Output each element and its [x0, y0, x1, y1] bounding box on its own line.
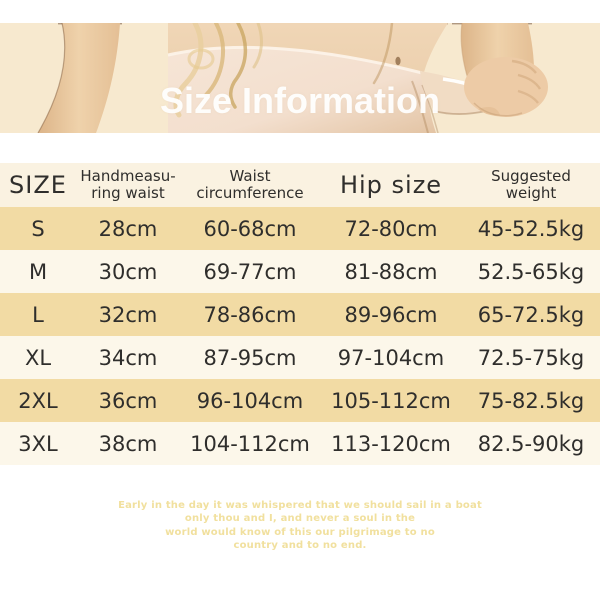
table-cell-hip: 81-88cm [344, 259, 438, 284]
header-label-line: Handmeasu- [80, 167, 176, 185]
table-cell-weight: 65-72.5kg [477, 302, 585, 327]
table-cell-hip: 97-104cm [337, 345, 445, 370]
table-cell-weight: 45-52.5kg [477, 216, 585, 241]
hero-title: Size Information [159, 80, 441, 121]
quote-line: world would know of this our pilgrimage to no [165, 526, 435, 538]
hero-photo [0, 23, 600, 133]
table-cell-size: 2XL [18, 388, 58, 413]
quote-line: only thou and I, and never a soul in the [184, 513, 416, 525]
table-row-3xl [0, 422, 600, 465]
table-cell-size: 3XL [18, 431, 58, 456]
table-cell-circumference: 60-68cm [203, 216, 297, 241]
table-cell-hip: 113-120cm [331, 431, 451, 456]
header-label-line: weight [505, 184, 557, 202]
table-row-s [0, 207, 600, 250]
table-cell-size: L [32, 302, 44, 327]
quote-line: Early in the day it was whispered that we should sail in a boat [118, 500, 482, 511]
table-cell-size: S [31, 216, 45, 241]
header-cell-waist-circumference [180, 168, 320, 202]
table-cell-weight: 72.5-75kg [477, 345, 585, 370]
header-label: SIZE [9, 171, 67, 199]
table-row-2xl [0, 379, 600, 422]
header-cell-suggested-weight [462, 168, 600, 202]
table-cell-hip: 72-80cm [344, 216, 438, 241]
table-cell-weight: 75-82.5kg [477, 388, 585, 413]
table-cell-circumference: 69-77cm [203, 259, 297, 284]
size-table-body [0, 207, 600, 465]
table-cell-weight: 52.5-65kg [477, 259, 585, 284]
header-label-line: Waist [229, 167, 271, 185]
table-cell-size: M [28, 259, 48, 284]
header-label-line: ring waist [91, 184, 165, 202]
size-table [0, 163, 600, 465]
table-row-xl [0, 336, 600, 379]
table-row-l [0, 293, 600, 336]
table-cell-waist: 28cm [98, 216, 158, 241]
header-label-line: circumference [196, 184, 304, 202]
table-cell-weight: 82.5-90kg [477, 431, 585, 456]
size-table-header [0, 163, 600, 207]
header-cell-size [0, 171, 76, 199]
table-cell-waist: 30cm [98, 259, 158, 284]
table-cell-circumference: 104-112cm [190, 431, 310, 456]
table-cell-waist: 34cm [98, 345, 158, 370]
footer-quote [0, 499, 600, 553]
table-cell-circumference: 96-104cm [196, 388, 304, 413]
header-label: Hip size [339, 171, 443, 199]
header-cell-handmeasuring-waist [76, 168, 180, 202]
table-cell-circumference: 87-95cm [203, 345, 297, 370]
table-cell-waist: 38cm [98, 431, 158, 456]
table-cell-size: XL [24, 345, 52, 370]
table-cell-hip: 89-96cm [344, 302, 438, 327]
header-cell-hip-size [320, 171, 462, 199]
table-cell-circumference: 78-86cm [203, 302, 297, 327]
table-cell-hip: 105-112cm [331, 388, 451, 413]
table-row-m [0, 250, 600, 293]
navel-detail [395, 57, 400, 65]
table-cell-waist: 36cm [98, 388, 158, 413]
header-label-line: Suggested [491, 167, 571, 185]
quote-line: country and to no end. [233, 540, 367, 552]
table-cell-waist: 32cm [98, 302, 158, 327]
